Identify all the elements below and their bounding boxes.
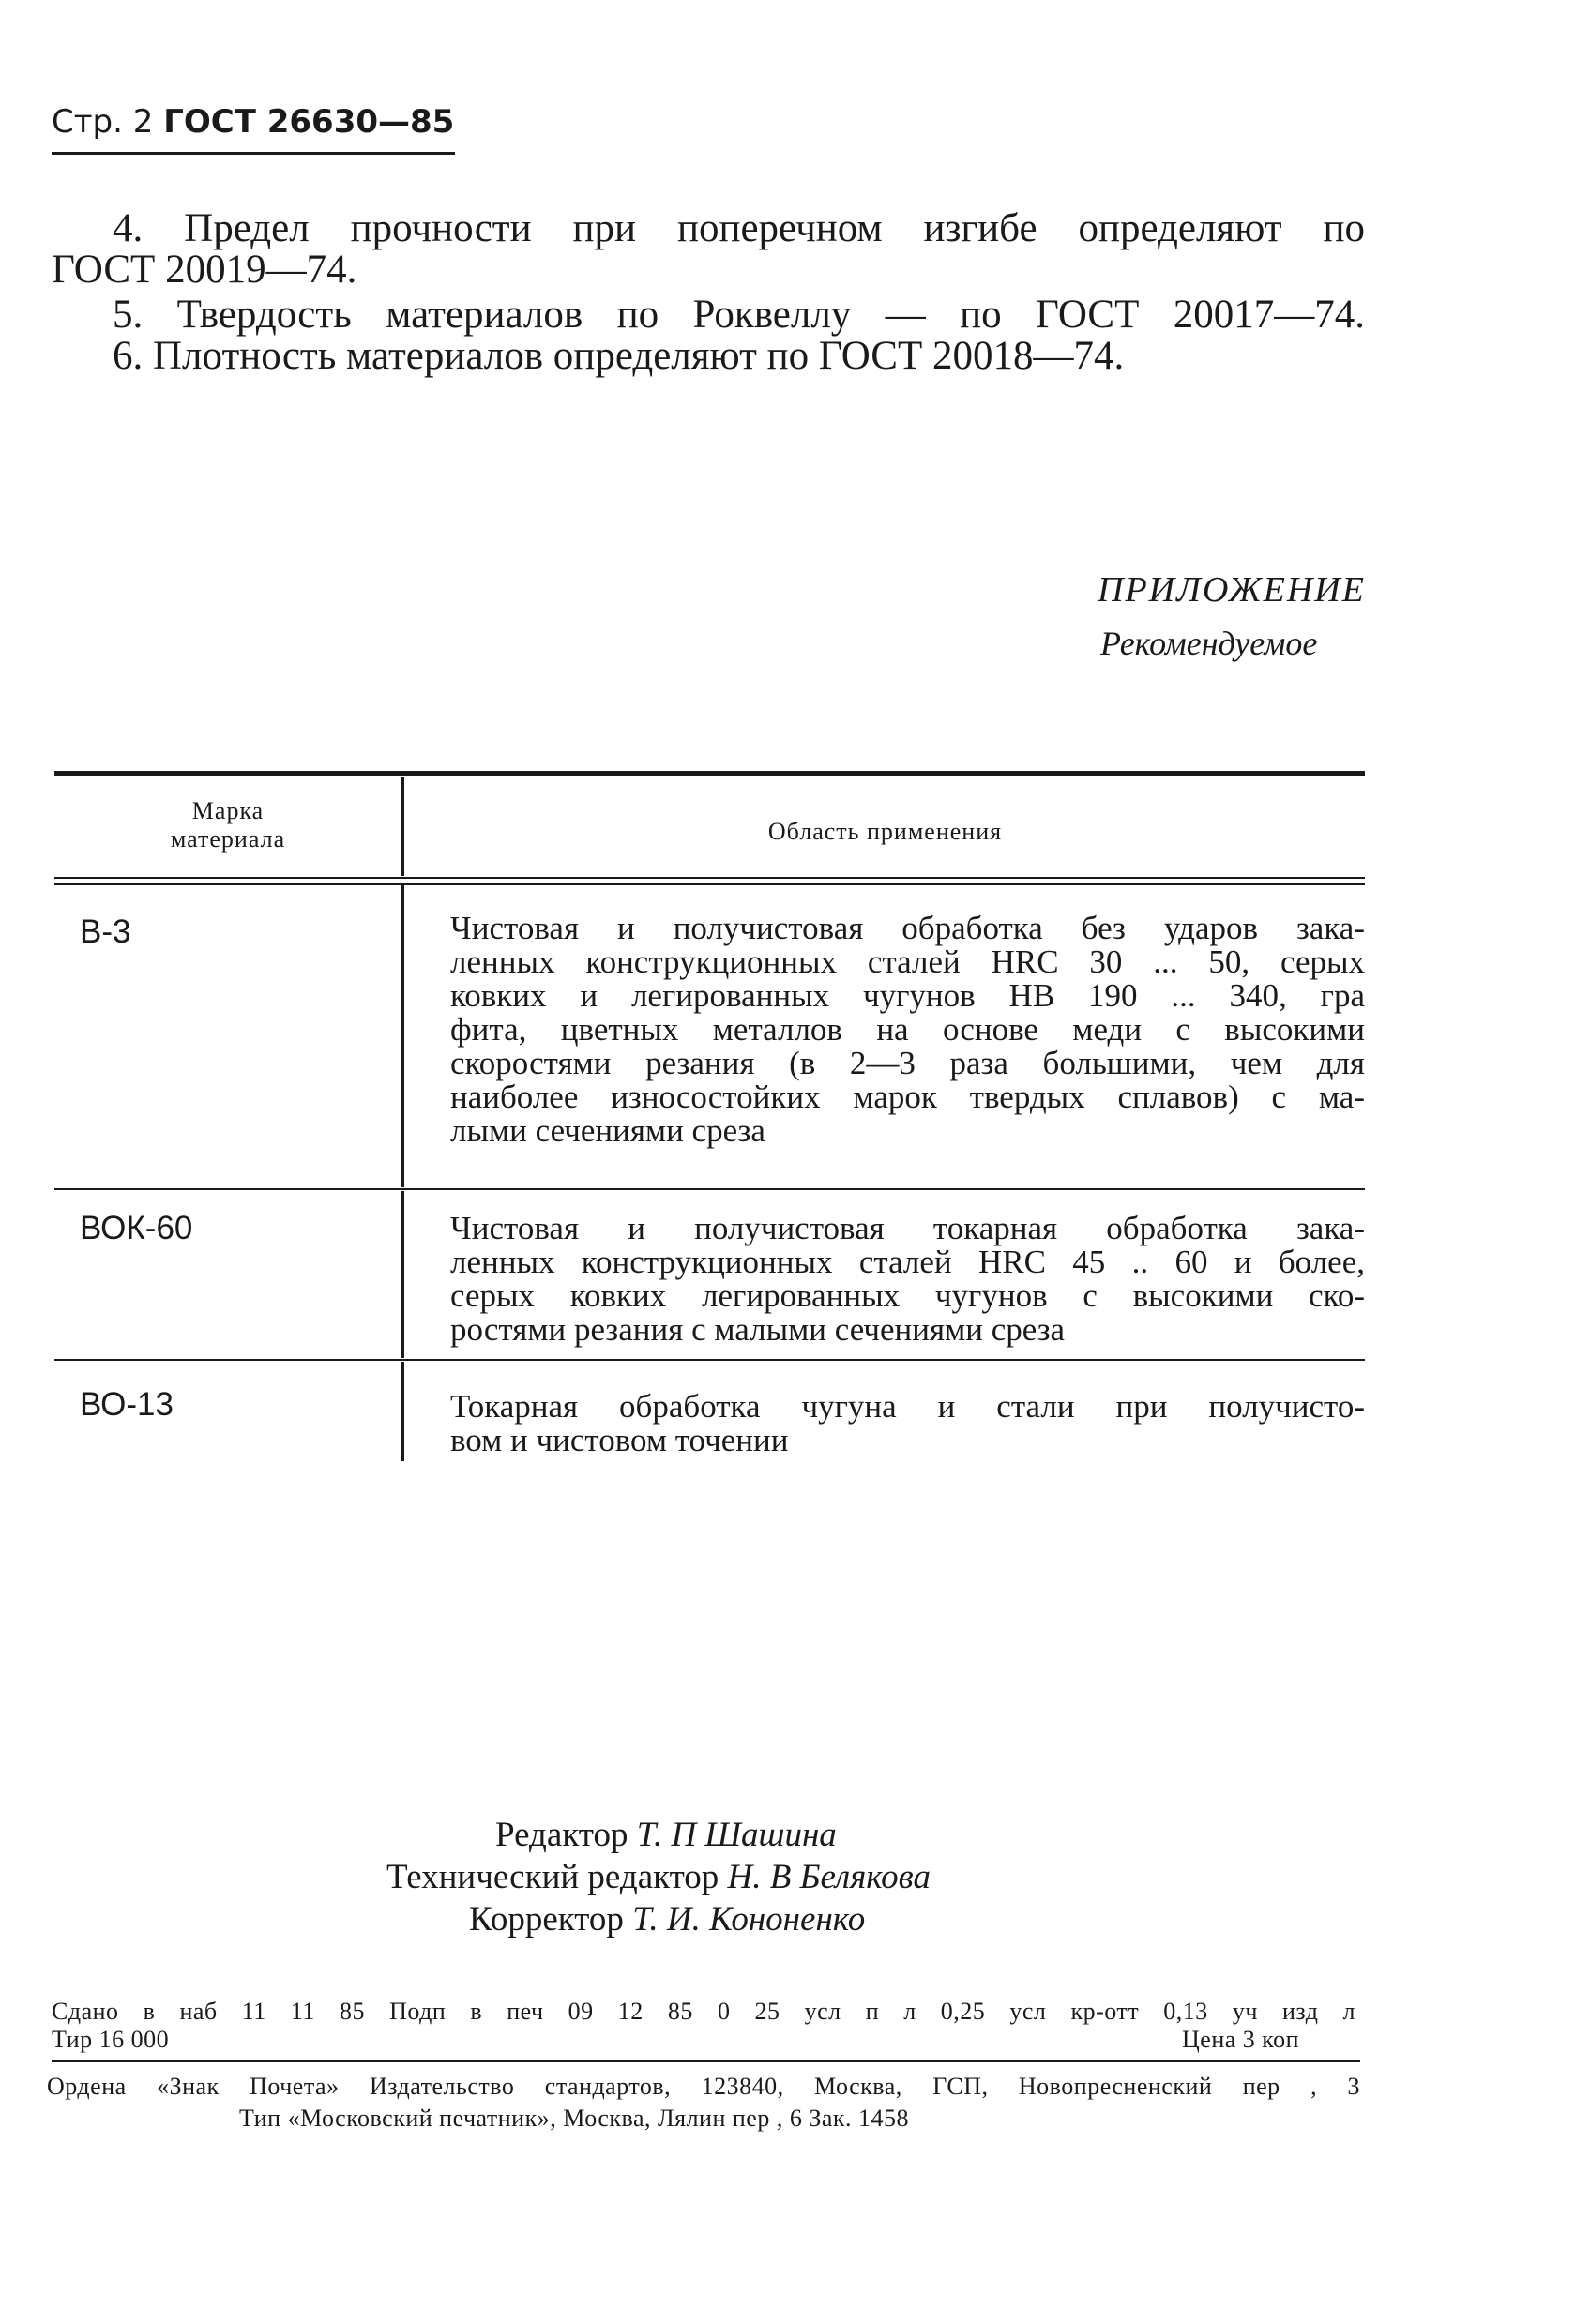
material-mark: ВОК-60 [80,1210,193,1246]
row-divider-2 [401,1191,404,1358]
table-row: Токарная обработка чугуна и стали при получисто- вом и чистовом точении [450,1388,1365,1458]
header-underline [52,152,455,155]
table-header-rule-1 [54,877,1365,879]
imprint-price: Цена 3 коп [1182,2026,1299,2053]
row-divider-1 [401,885,404,1187]
table-header-rule-2 [54,883,1365,885]
table-header-divider [401,777,404,876]
row-separator-2 [54,1359,1365,1361]
credit-corrector: Корректор Т. И. Кононенко [469,1900,866,1939]
imprint-rule [52,2060,1360,2062]
paragraph-4-line2: ГОСТ 20019—74. [52,248,357,292]
imprint-printer: Тип «Московский печатник», Москва, Лялин пер , 6 Зак. 1458 [239,2105,910,2132]
table-row: Чистовая и получистовая обработка без ударов зака- ленных конструкционных сталей HRC 30 ... 50, серых ковких и легированных чугунов НВ 190 ... 340, гра фита, цветных металлов на основе меди с высокими скоростями резания (в 2—3 раза большими, чем для наиболее износостойких марок твердых сплавов) с ма- лыми сечениями среза [450,910,1365,1149]
table-row: Чистовая и получистовая токарная обработка зака- ленных конструкционных сталей HRC 45 .. 60 и более, серых ковких легированных чугунов с высокими ско- ростями резания с малыми сечениями среза [450,1210,1365,1348]
imprint-line-1: Сдано в наб 11 11 85 Подп в печ 09 12 85 0 25 усл п л 0,25 усл кр-отт 0,13 уч изд л [52,1998,1355,2025]
imprint-circulation: Тир 16 000 [52,2026,170,2053]
table-header-mark: Марка материала [170,797,286,853]
credit-tech-editor: Технический редактор Н. В Белякова [386,1858,931,1896]
page-label: Стр. 2 [52,103,154,141]
paragraph-4-line1: 4. Предел прочности при поперечном изгибе определяют по [113,206,1365,250]
table-top-rule [54,771,1365,776]
page-header [52,103,454,141]
material-mark: В-3 [80,913,131,950]
table-header-application: Область применения [767,818,1003,845]
standard-number: ГОСТ 26630—85 [163,103,455,141]
material-mark: ВО-13 [80,1386,174,1423]
imprint-publisher: Ордена «Знак Почета» Издательство стандартов, 123840, Москва, ГСП, Новопресненский пер , 3 [47,2073,1360,2100]
row-divider-3 [401,1362,404,1461]
appendix-title: ПРИЛОЖЕНИЕ [1098,570,1366,610]
appendix-subtitle: Рекомендуемое [1100,625,1318,662]
paragraph-5: 5. Твердость материалов по Роквеллу — по ГОСТ 20017—74. [113,293,1365,337]
paragraph-6: 6. Плотность материалов определяют по ГОСТ 20018—74. [113,334,1125,378]
row-separator-1 [54,1188,1365,1190]
credit-editor: Редактор Т. П Шашина [495,1816,837,1854]
